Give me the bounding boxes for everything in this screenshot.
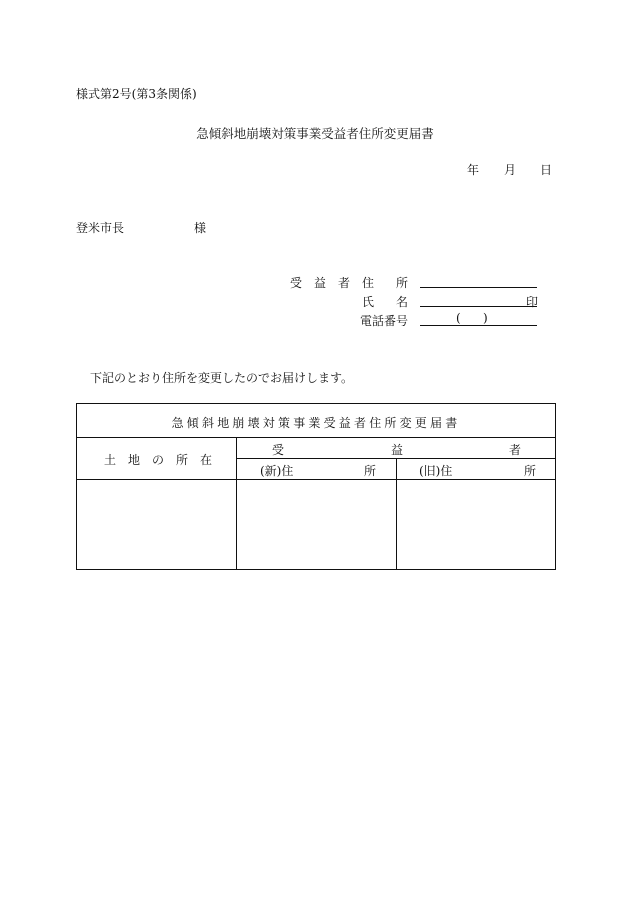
phone-field-underline[interactable] xyxy=(420,325,537,326)
beneficiary-char: 受 xyxy=(272,443,285,457)
phone-paren-close: ) xyxy=(483,311,488,325)
applicant-phone-label: 電話番号 xyxy=(360,314,409,328)
old-address-header: (旧)住 xyxy=(419,464,453,478)
beneficiary-char: 益 xyxy=(391,443,404,457)
land-location-char: 在 xyxy=(200,453,213,467)
old-address-input[interactable] xyxy=(397,480,555,569)
address-label-char: 益 xyxy=(314,276,327,290)
name-field-underline[interactable] xyxy=(420,306,537,307)
form-number: 様式第2号(第3条関係) xyxy=(76,87,197,101)
address-field-underline[interactable] xyxy=(420,287,537,288)
date-day: 日 xyxy=(540,163,553,177)
land-location-input[interactable] xyxy=(77,480,235,569)
land-location-char: 所 xyxy=(176,453,189,467)
form-title: 急傾斜地崩壊対策事業受益者住所変更届書 xyxy=(196,126,434,141)
date-year: 年 xyxy=(467,163,480,177)
address-label-char: 所 xyxy=(396,276,409,290)
date-line xyxy=(0,161,630,177)
old-address-header-suffix: 所 xyxy=(524,464,537,478)
name-label-char: 氏 xyxy=(362,295,375,309)
name-label-char: 名 xyxy=(396,295,409,309)
address-label-char: 住 xyxy=(362,276,375,290)
beneficiary-char: 者 xyxy=(509,443,522,457)
address-label-char: 受 xyxy=(290,276,303,290)
addressee-name: 登米市長 xyxy=(76,221,125,235)
intro-text: 下記のとおり住所を変更したのでお届けします。 xyxy=(90,371,354,385)
land-location-char: の xyxy=(152,453,165,467)
address-change-table xyxy=(76,403,556,570)
new-address-header: (新)住 xyxy=(260,464,294,478)
addressee-suffix: 様 xyxy=(194,221,207,235)
land-location-char: 土 xyxy=(104,453,117,467)
address-label-char: 者 xyxy=(338,276,351,290)
phone-paren-open: ( xyxy=(456,311,461,325)
new-address-input[interactable] xyxy=(237,480,395,569)
seal-mark: 印 xyxy=(526,295,539,309)
table-caption: 急傾斜地崩壊対策事業受益者住所変更届書 xyxy=(171,416,461,430)
table-rule xyxy=(77,437,555,438)
new-address-header-suffix: 所 xyxy=(364,464,377,478)
date-month: 月 xyxy=(504,163,517,177)
land-location-char: 地 xyxy=(128,453,141,467)
